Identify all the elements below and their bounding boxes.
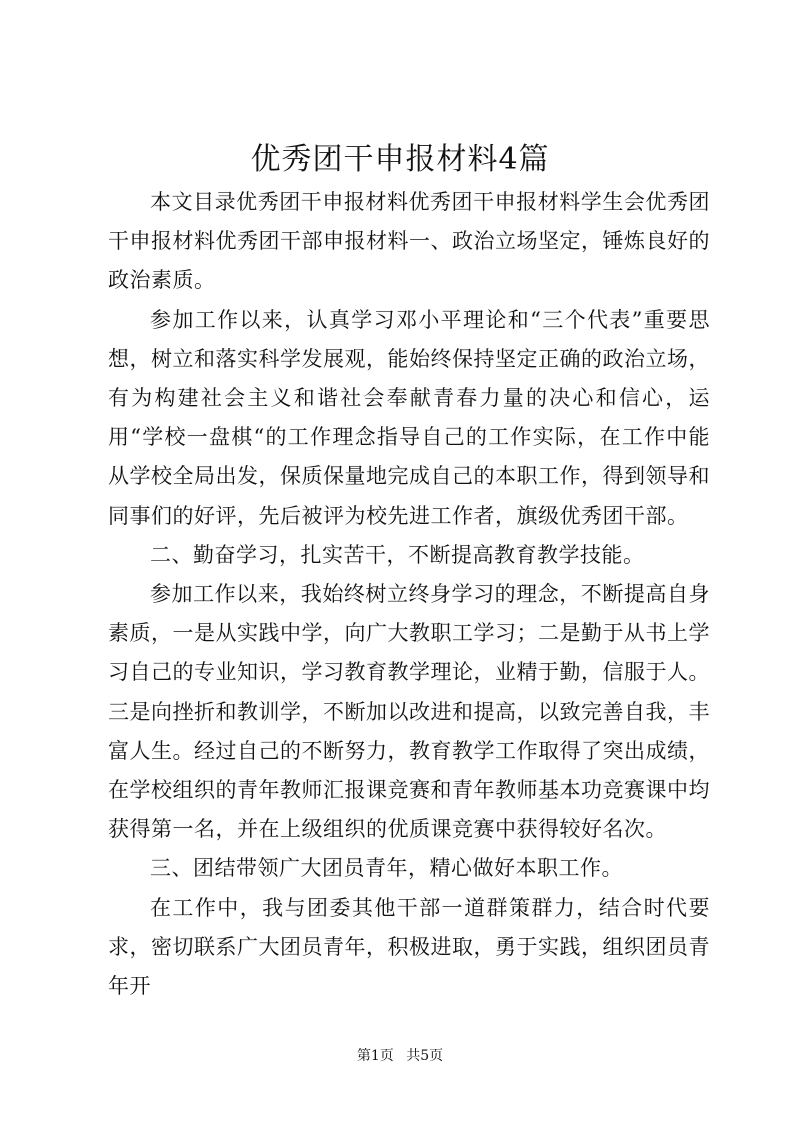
document-title: 优秀团干申报材料4篇 <box>250 142 550 177</box>
page-total: 共5页 <box>406 1048 444 1064</box>
document-body <box>108 183 710 1006</box>
paragraph-heading-study: 二、勤奋学习，扎实苦干，不断提高教育教学技能。 <box>150 542 645 567</box>
paragraph-intro: 本文目录优秀团干申报材料优秀团干申报材料学生会优秀团干申报材料优秀团干部申报材料一、政治立场坚定，锤炼良好的政治素质。 <box>108 190 710 293</box>
paragraph-work: 在工作中，我与团委其他干部一道群策群力，结合时代要求，密切联系广大团员青年，积极进取，勇于实践，组织团员青年开 <box>108 895 710 999</box>
paragraph-study: 参加工作以来，我始终树立终身学习的理念，不断提高自身素质，一是从实践中学，向广大教职工学习；二是勤于从书上学习自己的专业知识，学习教育教学理论，业精于勤，信服于人。三是向挫折和教训学，不断加以改进和提高，以致完善自我，丰富人生。经过自己的不断努力，教育教学工作取得了突出成绩，在学校组织的青年教师汇报课竞赛和青年教师基本功竞赛课中均获得第一名，并在上级组织的优质课竞赛中获得较好名次。 <box>108 582 710 842</box>
page-footer <box>0 1046 800 1066</box>
paragraph-heading-unity: 三、团结带领广大团员青年，精心做好本职工作。 <box>150 856 623 881</box>
page-number: 第1页 <box>356 1048 394 1064</box>
paragraph-political: 参加工作以来，认真学习邓小平理论和“三个代表”重要思想，树立和落实科学发展观，能始终保持坚定正确的政治立场，有为构建社会主义和谐社会奉献青春力量的决心和信心，运用“学校一盘棋“的工作理念指导自己的工作实际，在工作中能从学校全局出发，保质保量地完成自己的本职工作，得到领导和同事们的好评，先后被评为校先进工作者，旗级优秀团干部。 <box>108 307 710 528</box>
